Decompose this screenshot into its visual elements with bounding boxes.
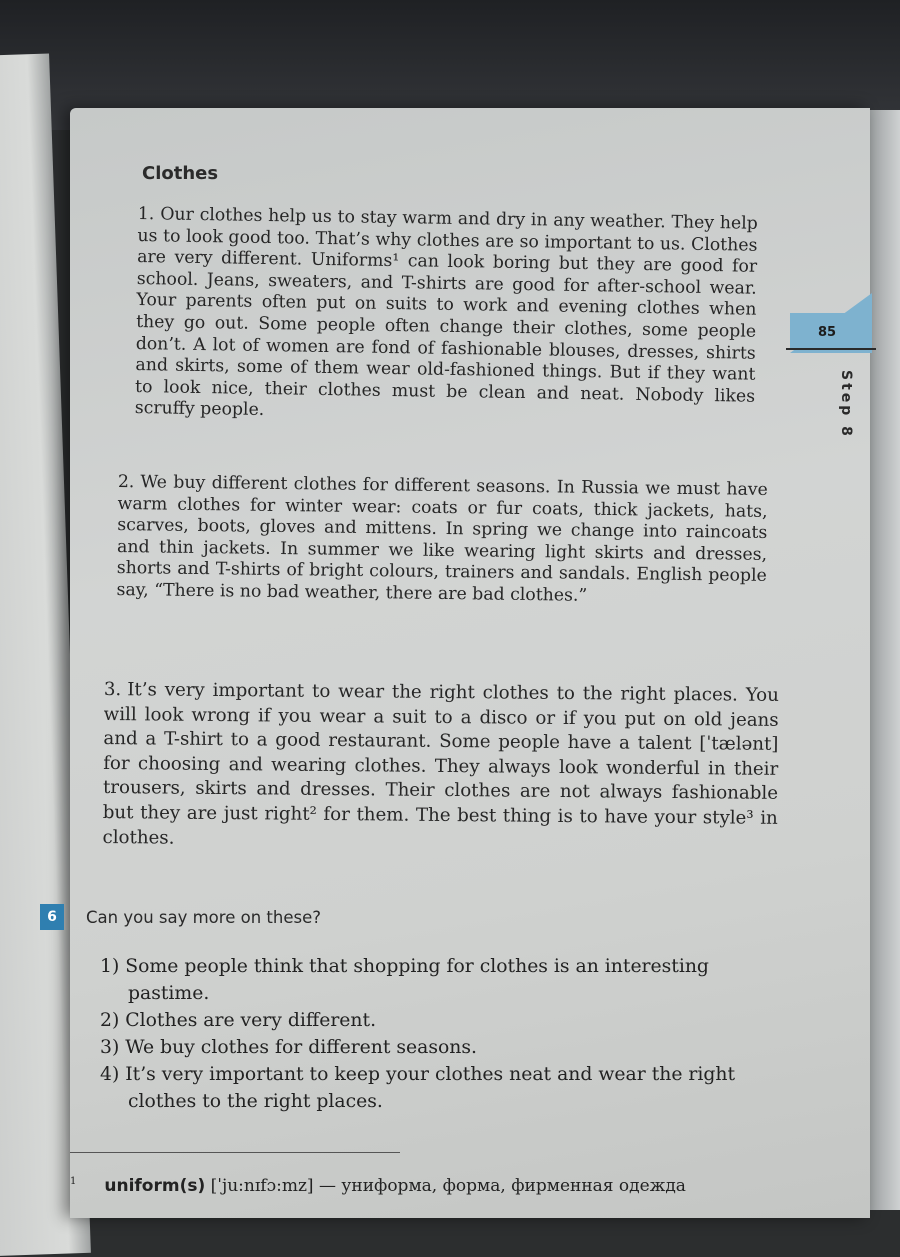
footnote-translation: — униформа, форма, фирменная одежда — [318, 1176, 686, 1196]
paragraph-number: 3. — [103, 678, 122, 701]
paragraph-text: Our clothes help us to stay warm and dry in any weather. They help us to look good too. That’s why clothes are so important to us. Clothes are very different. Uniforms¹ can look boring but they are good for school. Jeans, sweaters, and T-shirts are good for after-school wear. Your parents often put on suits to work and evening clothes when they go out. Some people often change their clothes, some people don’t. A lot of women are fond of fashionable blouses, dresses, shirts and skirts, some of them wear old-fashioned things. But if they want to look nice, their clothes must be clean and neat. Nobody likes scruffy people. — [134, 204, 758, 421]
paragraph-number: 2. — [117, 472, 135, 493]
page-number: 85 — [818, 325, 837, 340]
paragraph-2 — [116, 472, 768, 609]
footnote — [70, 1176, 800, 1196]
textbook-page — [47, 108, 870, 1218]
footnote-mark: 1 — [70, 1176, 77, 1187]
exercise-item: 2) Clothes are very different. — [100, 1010, 377, 1031]
page-title: Clothes — [142, 163, 219, 184]
footnote-term: uniform(s) — [104, 1176, 206, 1196]
tab-divider — [786, 348, 876, 350]
exercise-item: 3) We buy clothes for different seasons. — [100, 1037, 477, 1058]
paragraph-3 — [102, 678, 778, 856]
footnote-divider — [70, 1152, 400, 1153]
exercise-item: 4) It’s very important to keep your clothes neat and wear the right clothes to the right places. — [100, 1064, 736, 1112]
exercise-prompt: Can you say more on these? — [86, 908, 321, 927]
exercise-list — [100, 953, 790, 1115]
exercise-item: 1) Some people think that shopping for clothes is an interesting pastime. — [100, 956, 709, 1004]
paragraph-text: It’s very important to wear the right clothes to the right places. You will look wrong if you wear a suit to a disco or if you put on old jeans and a T-shirt to a good restaurant. Some people have a talent [ˈtælənt] for choosing and wearing clothes. They always look wonderful in their trousers, skirts and dresses. Their clothes are not always fashionable but they are just right² for them. The best thing is to have your style³ in clothes. — [102, 679, 779, 849]
paragraph-number: 1. — [137, 204, 155, 225]
footnote-transcription: [ˈju:nɪfɔ:mz] — [210, 1176, 314, 1196]
exercise-number-badge: 6 — [40, 904, 64, 930]
paragraph-1 — [135, 204, 758, 430]
paragraph-text: We buy different clothes for different seasons. In Russia we must have warm clothes for winter wear: coats or fur coats, thick jackets, hats, scarves, boots, gloves and mittens. In spring we change into raincoats and thin jackets. In summer we like wearing light skirts and dresses, shorts and T-shirts of bright colours, trainers and sandals. English people say, “There is no bad weather, there are bad clothes.” — [116, 472, 768, 606]
step-label: Step 8 — [838, 370, 854, 439]
